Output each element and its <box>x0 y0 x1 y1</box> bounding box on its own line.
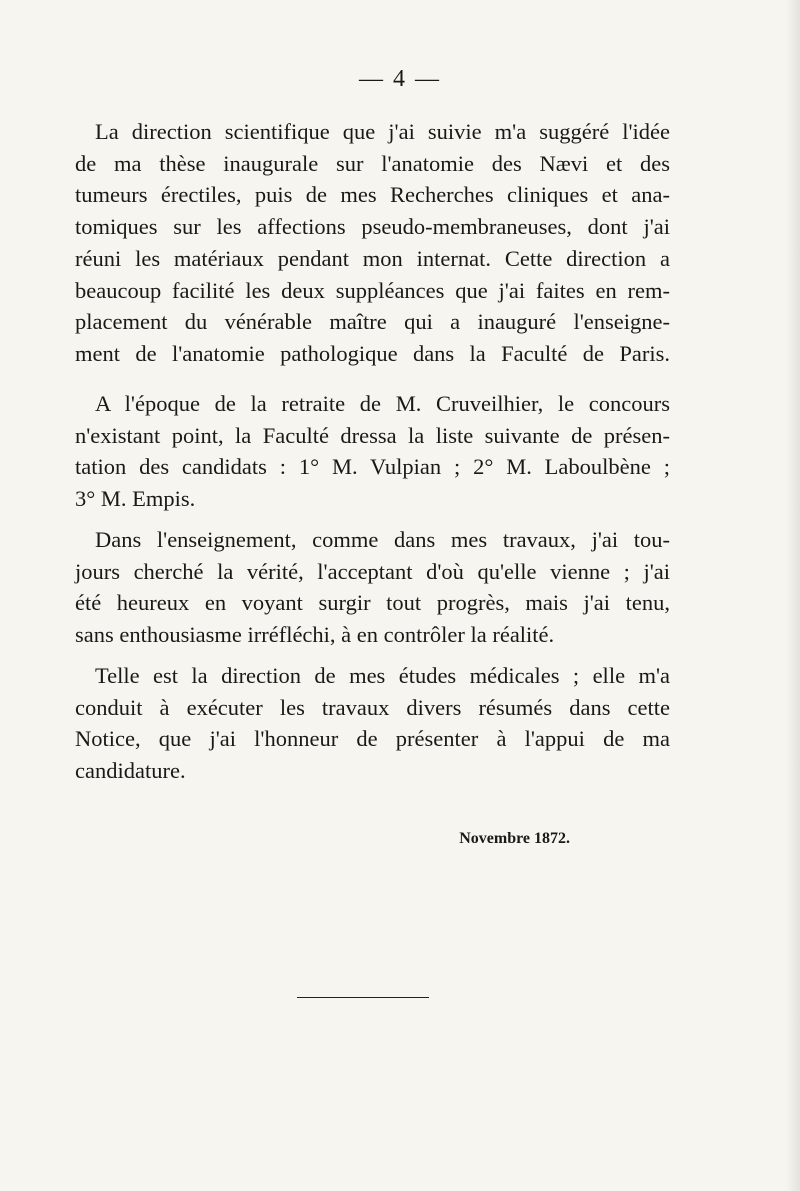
paragraph-3 <box>75 524 670 651</box>
text-line: jours cherché la vérité, l'acceptant d'où qu'elle vienne ; j'ai <box>75 558 670 584</box>
page-number: — 4 — <box>359 66 441 92</box>
page-edge-shadow <box>786 0 800 1191</box>
closing-rule-divider <box>297 997 429 998</box>
text-line: placement du vénérable maître qui a inauguré l'enseigne- <box>75 309 670 335</box>
text-line: conduit à exécuter les travaux divers résumés dans cette <box>75 694 670 720</box>
text-line: n'existant point, la Faculté dressa la liste suivante de présen- <box>75 422 670 448</box>
text-line: beaucoup facilité les deux suppléances que j'ai faites en rem- <box>75 277 670 303</box>
paragraph-4 <box>75 660 670 787</box>
text-line: candidature. <box>75 758 186 784</box>
text-line: La direction scientifique que j'ai suivie m'a suggéré l'idée <box>95 119 670 144</box>
paragraph-2 <box>75 388 670 515</box>
text-line: 3° M. Empis. <box>75 486 196 512</box>
paragraph-1 <box>75 116 670 370</box>
text-line: tumeurs érectiles, puis de mes Recherches cliniques et ana- <box>75 182 670 208</box>
text-line: tomiques sur les affections pseudo-membraneuses, dont j'ai <box>75 214 670 240</box>
text-line: Dans l'enseignement, comme dans mes travaux, j'ai tou- <box>95 527 670 552</box>
text-line: Notice, que j'ai l'honneur de présenter à l'appui de ma <box>75 726 670 752</box>
text-line: réuni les matériaux pendant mon internat. Cette direction a <box>75 245 670 271</box>
text-line: Telle est la direction de mes études médicales ; elle m'a <box>95 663 670 688</box>
text-line: ment de l'anatomie pathologique dans la Faculté de Paris. <box>75 340 670 366</box>
text-line: tation des candidats : 1° M. Vulpian ; 2° M. Laboulbène ; <box>75 454 670 480</box>
text-line: A l'époque de la retraite de M. Cruveilhier, le concours <box>95 391 670 416</box>
text-line: sans enthousiasme irréfléchi, à en contrôler la réalité. <box>75 622 555 648</box>
text-line: été heureux en voyant surgir tout progrès, mais j'ai tenu, <box>75 590 670 616</box>
signature-date: Novembre 1872. <box>459 830 570 847</box>
text-line: de ma thèse inaugurale sur l'anatomie des Nævi et des <box>75 150 670 176</box>
